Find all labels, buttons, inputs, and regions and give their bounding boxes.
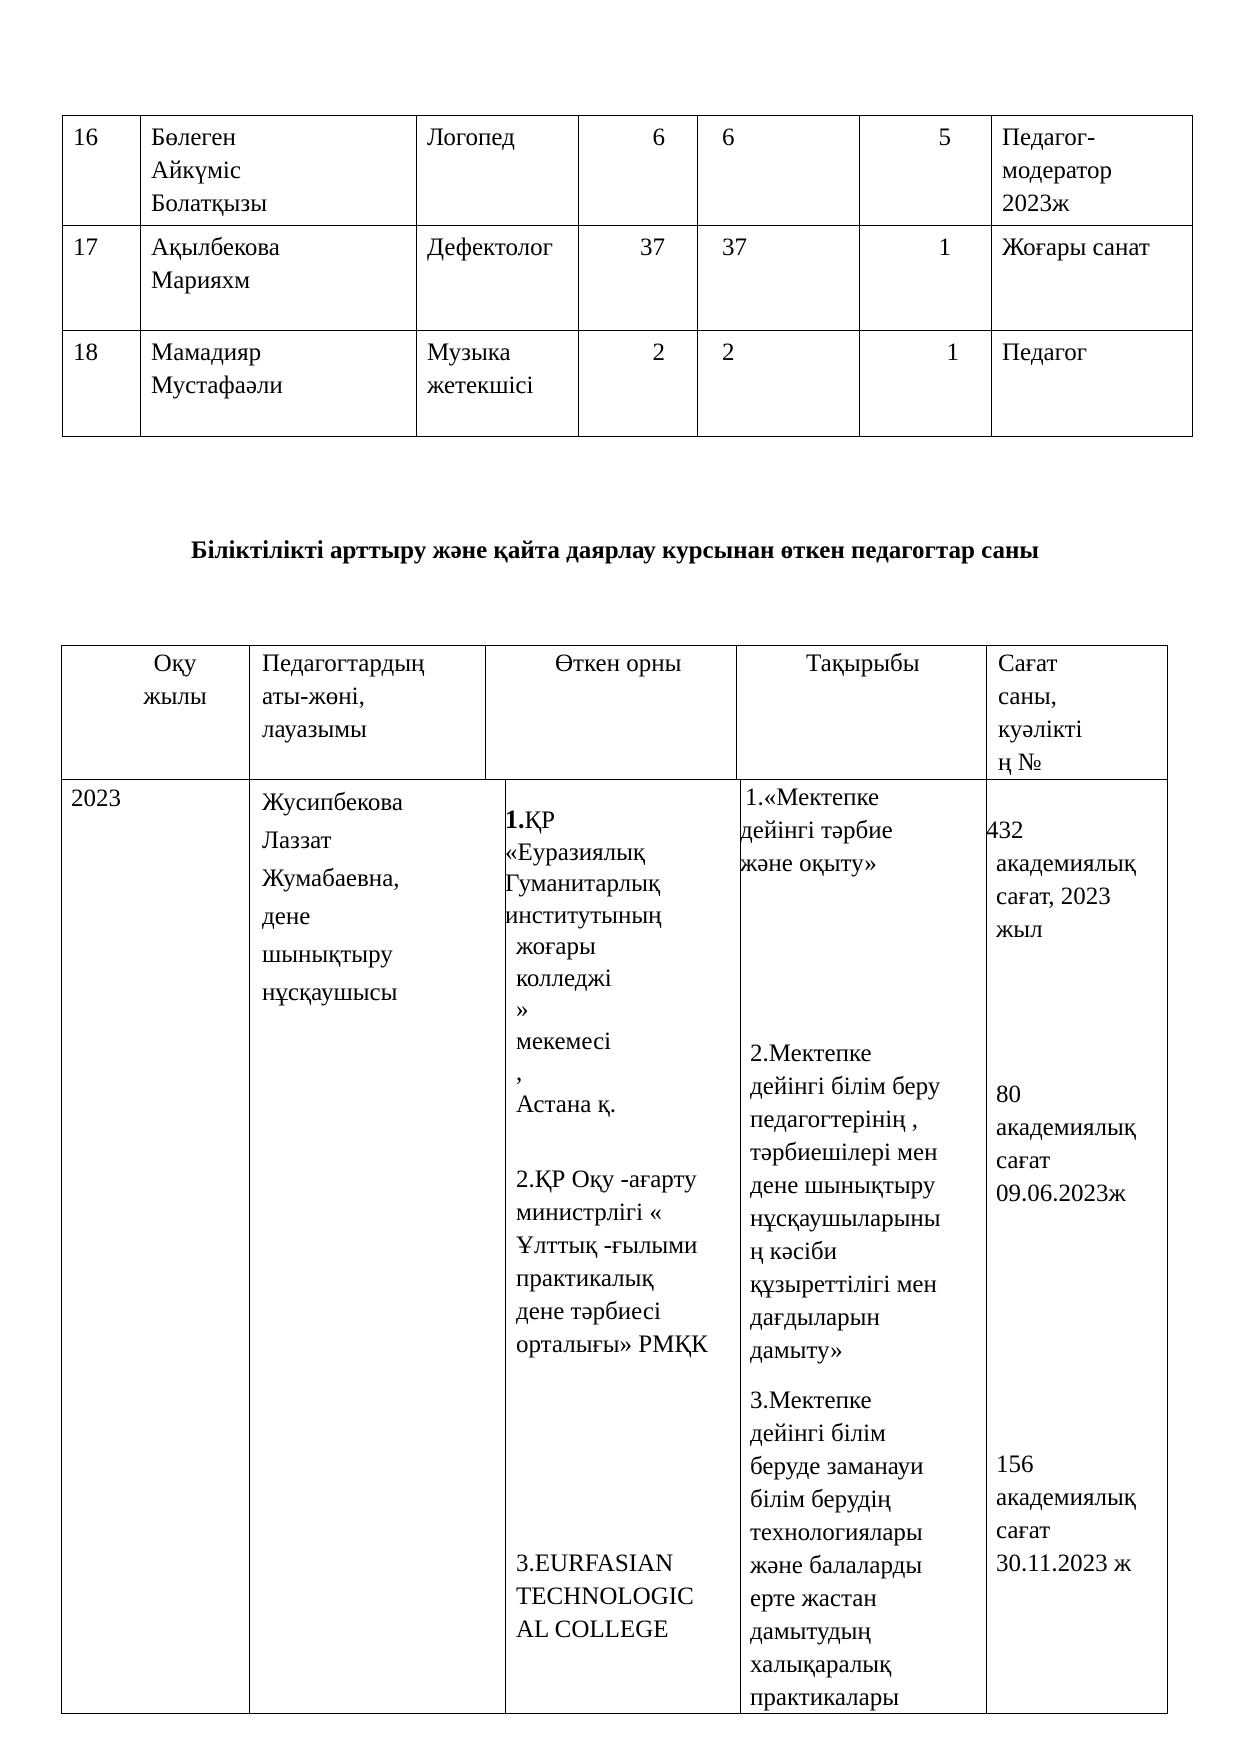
course-place-2: 2.ҚР Оқу -ағарту министрлігі « Ұлттық -ғылыми практикалық дене тәрбиесі орталығы» РМҚК [516,1166,708,1358]
staff-name-line: Мамадияр [151,339,262,367]
header-topic: Тақырыбы [806,650,920,677]
staff-name-line: Болатқызы [151,190,267,217]
staff-value-b: 37 [698,225,860,331]
table-border [485,645,486,779]
staff-name-line: Ақылбекова [151,233,280,261]
staff-value-a: 37 [579,225,698,331]
row-number: 18 [63,331,141,437]
staff-position-line: Музыка [427,339,511,367]
staff-value-a: 2 [579,331,698,437]
course-teacher: Жусипбекова Лаззат Жумабаевна, дене шынықтыру нұсқаушысы [262,789,403,1006]
table-border [61,645,1167,646]
course-hours-3: 156 академиялық сағат 30.11.2023 ж [996,1451,1136,1577]
table-border [986,645,987,1714]
table-border [61,779,1167,780]
staff-value-a: 6 [579,116,698,226]
staff-category-line: Педагог- [1002,124,1096,151]
staff-position-line: Логопед [427,124,515,151]
staff-position-line: Дефектолог [427,233,553,261]
table-border [249,645,250,1714]
staff-position-line: жетекшісі [427,372,534,400]
row-number: 17 [63,225,141,331]
place-1-line: 1.ҚР [505,805,556,834]
course-topic-3: 3.Мектепке дейінгі білім беруде заманауи білім берудің технологиялары және балаларды ерте жастан дамытудың халықаралық практикалары [750,1387,924,1711]
staff-category-line: модератор [1002,157,1112,184]
row-number: 16 [63,116,141,226]
table-border [61,1713,1167,1714]
staff-category-line: Жоғары санат [1002,233,1150,261]
course-place-1: 1.ҚР «Еуразиялық Гуманитарлық институтының жоғары колледжі » мекемесі , Астана қ. [505,805,662,1118]
staff-name-line: Айкүміс [151,157,241,184]
table-border [1167,645,1168,1714]
staff-value-b: 6 [698,116,860,226]
table-border [736,645,737,779]
place-1-number: 1. [505,805,525,834]
course-hours-2: 80 академиялық сағат 09.06.2023ж [996,1081,1136,1207]
staff-value-c: 1 [860,331,992,437]
staff-category-line: Педагог [1002,339,1088,367]
course-year: 2023 [71,785,121,812]
header-teacher: Педагогтардың аты-жөні, лауазымы [262,650,425,743]
course-topic-1: 1.«Мектепке дейінгі тәрбие және оқыту» [740,784,893,877]
course-hours-1: 432 академиялық сағат, 2023 жыл [986,817,1136,943]
course-place-3: 3.EURFASIAN TECHNOLOGIC AL COLLEGE [516,1550,694,1643]
staff-category-line: 2023ж [1002,190,1070,217]
table-border [61,645,62,1714]
staff-value-c: 1 [860,225,992,331]
staff-value-c: 5 [860,116,992,226]
section-heading: Біліктілікті арттыру және қайта даярлау курсынан өткен педагогтар саны [191,537,1039,564]
staff-name-line: Мустафаәли [151,372,283,400]
header-year: Оқу жылы [143,650,207,710]
header-hours: Сағат саны, куәлікті ң № [998,650,1083,776]
header-place: Өткен орны [555,650,682,677]
staff-name-line: Марияхм [151,266,251,294]
table-border [740,779,741,1714]
course-topic-2: 2.Мектепке дейінгі білім беру педагогтерінің , тәрбиешілері мен дене шынықтыру нұсқаушыларыны ң кәсіби құзыреттілігі мен дағдыларын дамыту» [750,1040,941,1364]
staff-value-b: 2 [698,331,860,437]
staff-name-line: Бөлеген [151,124,236,151]
